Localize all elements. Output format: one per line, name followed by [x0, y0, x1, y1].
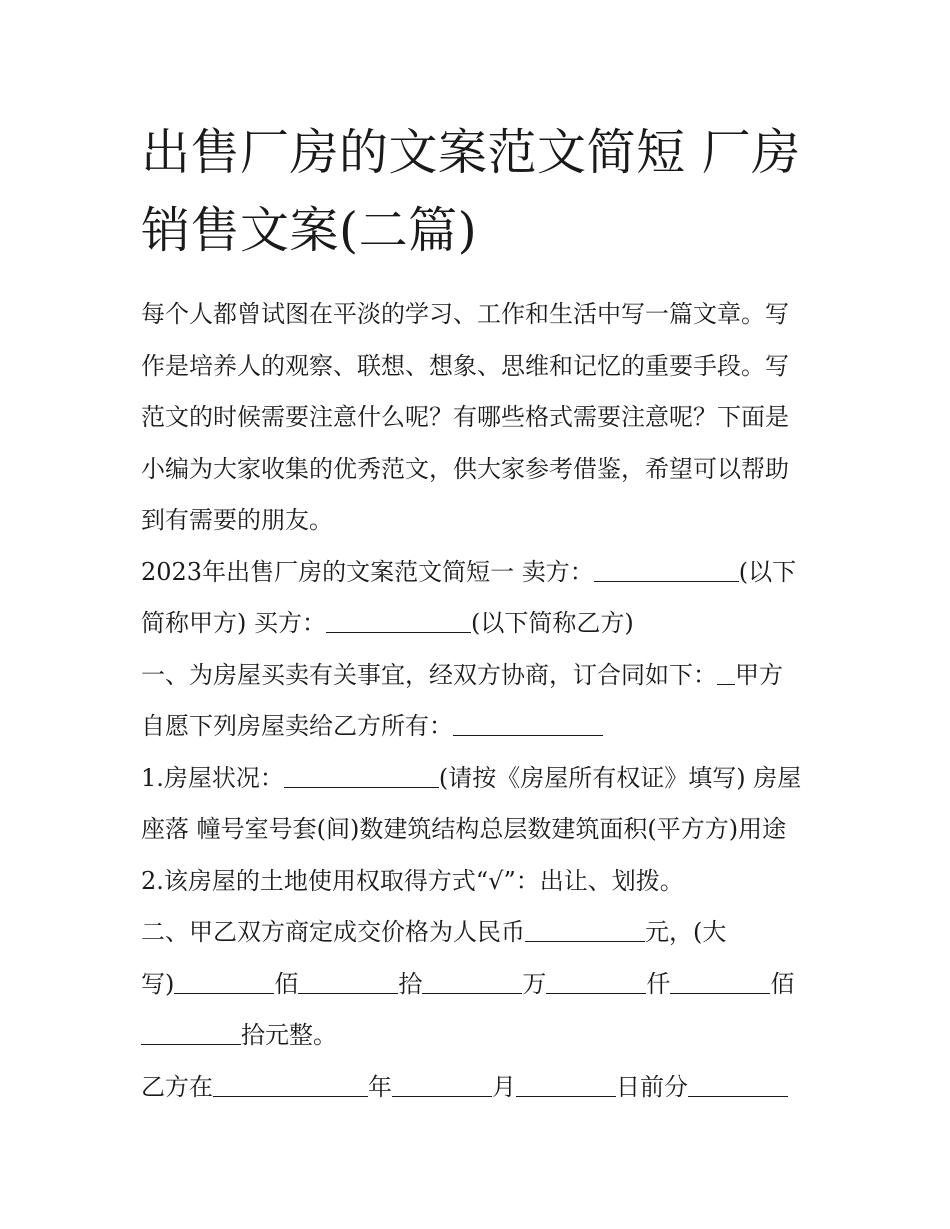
- clause-1-end: 甲方: [735, 660, 783, 689]
- item-2-line: 2.该房屋的土地使用权取得方式“√”：出让、划拨。: [141, 866, 684, 895]
- seller-suffix: (以下: [738, 557, 797, 586]
- clause-1-line-1: [141, 650, 821, 702]
- seller-label: 2023年出售厂房的文案范文简短一 卖方：: [141, 557, 594, 586]
- clause-1-line-2-text: 自愿下列房屋卖给乙方所有：: [141, 712, 453, 740]
- clause-1-line-2-blank: [453, 713, 603, 736]
- price-blank-2: [298, 971, 398, 994]
- price-end-line: [141, 1010, 821, 1062]
- price-blank-5: [670, 971, 770, 994]
- price-qian: 仟: [646, 969, 671, 998]
- price-shi: 拾: [398, 969, 423, 998]
- intro-line-5: 到有需要的朋友。: [141, 506, 333, 534]
- price-bai: 佰: [274, 969, 299, 998]
- price-bai-2: 佰: [770, 969, 795, 998]
- title-line-2: 销售文案(二篇): [141, 202, 478, 259]
- buyer-label: 简称甲方) 买方：: [141, 609, 326, 637]
- payment-year: 年: [368, 1072, 392, 1101]
- document-page: [141, 114, 821, 1113]
- intro-line-1: 每个人都曾试图在平淡的学习、工作和生活中写一篇文章。写: [141, 300, 789, 328]
- payment-prefix: 乙方在: [141, 1072, 213, 1101]
- title-line-1: 出售厂房的文案范文简短 厂房: [141, 124, 801, 181]
- item-1-suffix: (请按《房屋所有权证》填写) 房屋: [438, 763, 802, 792]
- price-blank-3: [422, 971, 522, 994]
- price-blank: [525, 919, 645, 942]
- payment-month: 月: [492, 1072, 516, 1101]
- item-1-blank: [284, 765, 439, 788]
- payment-year-blank: [213, 1074, 368, 1097]
- price-end: 拾元整。: [241, 1021, 337, 1049]
- document-title: [141, 114, 821, 270]
- clause-1-blank: [717, 662, 735, 685]
- buyer-line: [141, 598, 821, 650]
- payment-day-blank: [516, 1074, 616, 1097]
- clause-2-suffix: 元，(大: [645, 918, 727, 946]
- intro-line-3: 范文的时候需要注意什么呢？有哪些格式需要注意呢？下面是: [141, 403, 789, 431]
- price-xie: 写): [141, 969, 175, 998]
- clause-1-line-2: [141, 701, 821, 753]
- clause-1-text: 一、为房屋买卖有关事宜，经双方协商，订合同如下：: [141, 660, 717, 689]
- price-blank-1: [174, 971, 274, 994]
- buyer-suffix: (以下简称乙方): [471, 609, 634, 637]
- payment-line: [141, 1062, 821, 1114]
- clause-2-text: 二、甲乙双方商定成交价格为人民币: [141, 918, 525, 946]
- intro-line-4: 小编为大家收集的优秀范文，供大家参考借鉴，希望可以帮助: [141, 454, 789, 483]
- price-blank-6: [141, 1022, 241, 1045]
- clause-2-line-1: [141, 907, 821, 959]
- item-1-line-2: 座落 幢号室号套(间)数建筑结构总层数建筑面积(平方方)用途: [141, 815, 787, 843]
- seller-line: [141, 547, 821, 599]
- seller-blank: [594, 559, 739, 582]
- price-words-line: [141, 959, 821, 1011]
- payment-day: 日前分: [616, 1072, 688, 1101]
- price-wan: 万: [522, 969, 547, 998]
- price-blank-4: [546, 971, 646, 994]
- payment-month-blank: [392, 1074, 492, 1097]
- item-1-label: 1.房屋状况：: [141, 763, 284, 792]
- intro-line-2: 作是培养人的观察、联想、想象、思维和记忆的重要手段。写: [141, 351, 789, 380]
- buyer-blank: [326, 610, 471, 633]
- item-1-line-1: [141, 753, 821, 805]
- payment-count-blank: [688, 1074, 788, 1097]
